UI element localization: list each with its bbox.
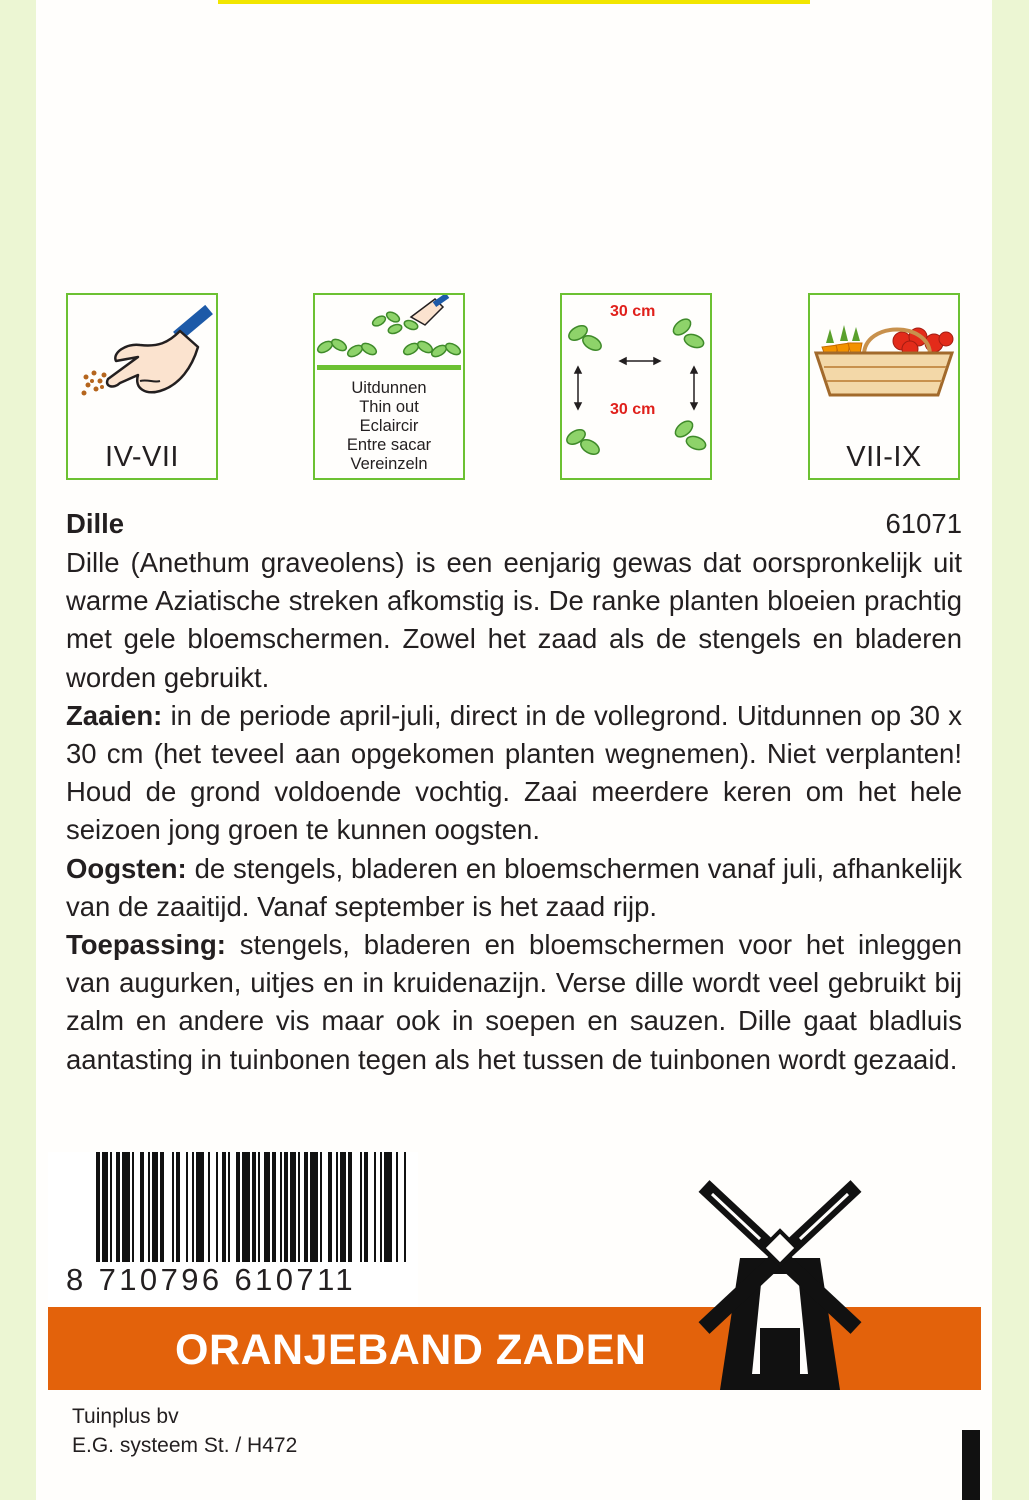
thin-line-de: Vereinzeln: [350, 455, 428, 473]
company-name: Tuinplus bv: [72, 1405, 179, 1428]
use-text: stengels, bladeren en bloemschermen voor het inleggen van augurken, uitjes en in kruidenazijn. Verse dille wordt veel gebruikt bij zalm en andere vis maar ook in soepen en sauzen. Dille gaat bladluis aantasting in tuinbonen tegen als het tussen de tuinbonen wordt gezaaid.: [66, 929, 962, 1075]
windmill-logo-icon: [690, 1178, 870, 1393]
harvest-paragraph: [66, 850, 962, 926]
thinning-instructions: [315, 379, 463, 474]
harvest-step-box: [808, 293, 960, 480]
sowing-text: in de periode april-juli, direct in de vollegrond. Uitdunnen op 30 x 30 cm (het teveel aan opgekomen planten wegnemen). Niet verplanten! Houd de grond voldoende vochtig. Zaai meerdere keren om het hele seizoen jong groen te kunnen oogsten.: [66, 699, 962, 846]
quality-standard: E.G. systeem St. / H472: [72, 1434, 298, 1457]
harvest-heading: Oogsten:: [66, 852, 187, 884]
vegetable-basket-icon: [810, 295, 958, 425]
hand-sowing-seeds-icon: [68, 295, 216, 425]
product-name: Dille: [66, 508, 125, 539]
barcode-digits: 8 710796 610711: [66, 1262, 416, 1298]
sowing-months: IV-VII: [105, 441, 179, 473]
thin-line-es: Entre sacar: [346, 436, 432, 454]
sowing-heading: Zaaien:: [66, 699, 163, 731]
harvest-text: de stengels, bladeren en bloemschermen vanaf juli, afhankelijk van de zaaitijd. Vanaf september is het zaad rijp.: [66, 852, 962, 922]
footer: [72, 1402, 297, 1460]
use-paragraph: [66, 926, 962, 1079]
spacing-step-box: [560, 293, 712, 480]
product-code: 61071: [885, 508, 962, 539]
product-description: [66, 544, 962, 1079]
harvest-months: VII-IX: [846, 441, 922, 473]
brand-name: ORANJEBAND ZADEN: [175, 1326, 647, 1374]
thin-line-fr: Eclaircir: [359, 417, 419, 435]
plant-spacing-icon: [562, 295, 714, 482]
spacing-row-distance: 30 cm: [610, 303, 656, 320]
use-heading: Toepassing:: [66, 929, 226, 961]
product-title-row: [66, 508, 962, 542]
sowing-paragraph: [66, 697, 962, 850]
sowing-step-box: [66, 293, 218, 480]
top-yellow-strip: [218, 0, 810, 4]
edge-mark: [962, 1430, 980, 1500]
thin-line-en: Thin out: [359, 398, 419, 416]
intro-paragraph: Dille (Anethum graveolens) is een eenjarig gewas dat oorspronkelijk uit warme Aziatische streken afkomstig is. De ranke planten bloeien prachtig met gele bloemschermen. Zowel het zaad als de stengels en bladeren worden gebruikt.: [66, 547, 962, 693]
thinning-step-box: [313, 293, 465, 480]
spacing-plant-distance: 30 cm: [610, 401, 656, 418]
thin-line-nl: Uitdunnen: [351, 379, 427, 397]
